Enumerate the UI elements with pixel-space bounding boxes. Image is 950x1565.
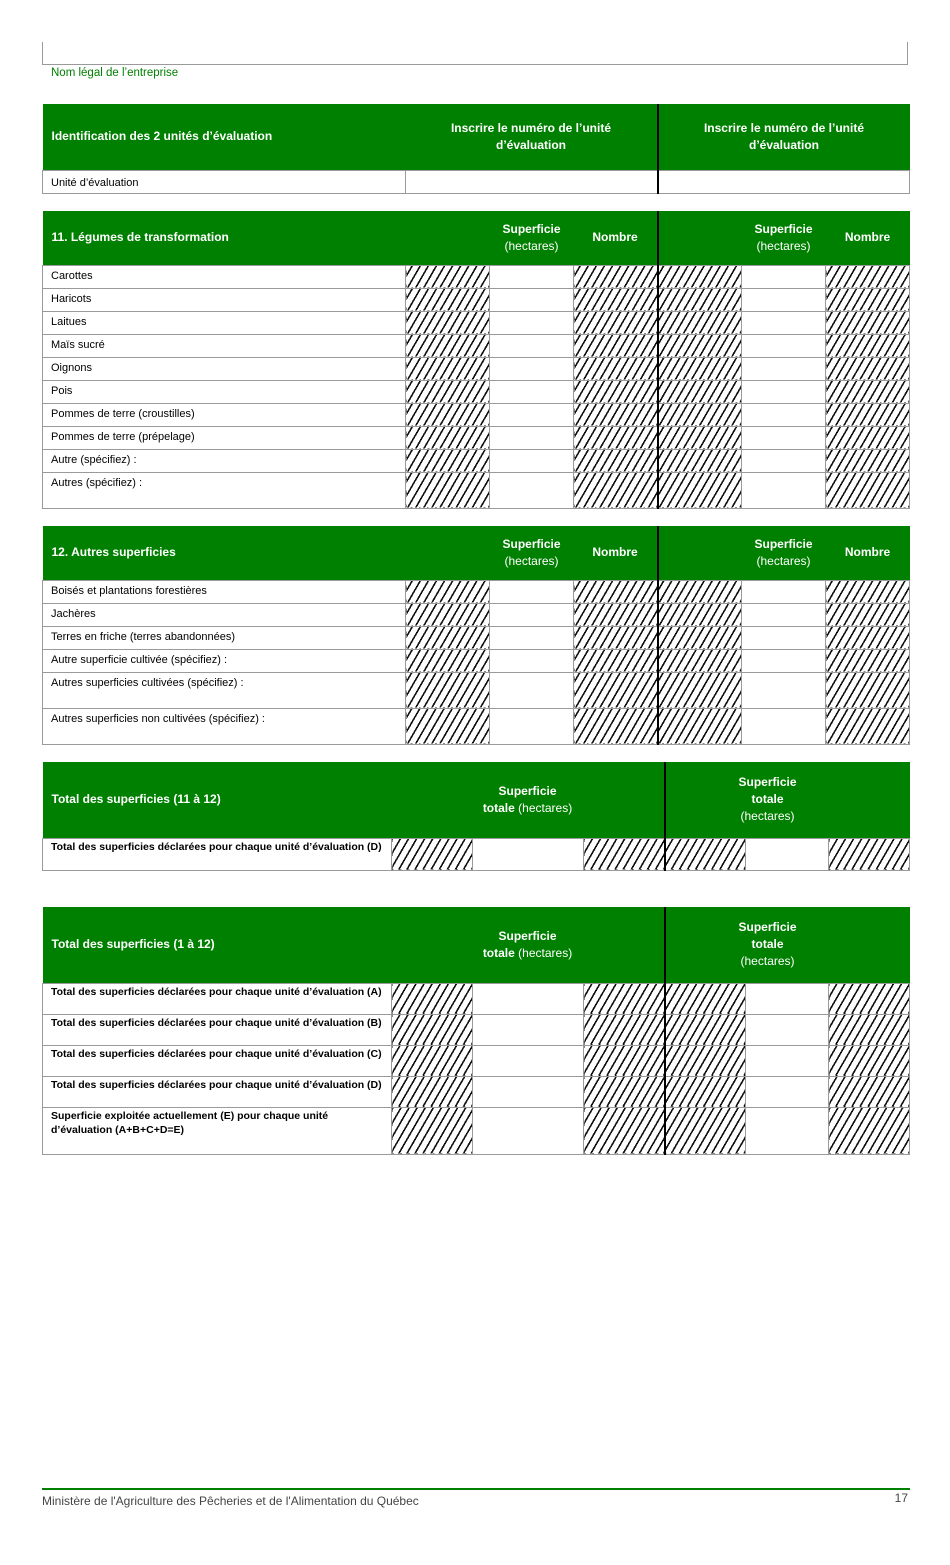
superficie-input[interactable] <box>490 288 574 311</box>
superficie-input[interactable] <box>473 1014 584 1045</box>
row-label: Autre (spécifiez) : <box>43 449 406 472</box>
superficie-input[interactable] <box>490 334 574 357</box>
row-label: Total des superficies déclarées pour chaque unité d’évaluation (A) <box>43 983 392 1014</box>
hatched-cell <box>658 580 742 603</box>
hatched-cell <box>584 1107 665 1154</box>
nombre-header: Nombre <box>574 211 658 265</box>
page-number: 17 <box>894 1491 908 1505</box>
unit-number-input-2[interactable] <box>658 170 910 193</box>
hatched-cell <box>406 403 490 426</box>
section-12-title: 12. Autres superficies <box>43 526 406 580</box>
hatched-cell <box>826 380 910 403</box>
row-label: Pommes de terre (croustilles) <box>43 403 406 426</box>
hatched-cell <box>826 403 910 426</box>
nombre-header: Nombre <box>826 211 910 265</box>
row-label: Autre superficie cultivée (spécifiez) : <box>43 649 406 672</box>
hatched-cell <box>574 672 658 708</box>
superficie-totale-header: Superficie totale (hectares) <box>392 762 665 838</box>
superficie-input[interactable] <box>742 603 826 626</box>
hatched-cell <box>574 449 658 472</box>
superficie-header: Superficie (hectares) <box>742 526 826 580</box>
nombre-header: Nombre <box>574 526 658 580</box>
superficie-input[interactable] <box>490 265 574 288</box>
hatched-cell <box>826 265 910 288</box>
superficie-input[interactable] <box>746 1076 829 1107</box>
hatched-cell <box>829 1107 910 1154</box>
row-label: Carottes <box>43 265 406 288</box>
hatched-cell <box>658 288 742 311</box>
superficie-header: Superficie (hectares) <box>742 211 826 265</box>
superficie-input[interactable] <box>490 672 574 708</box>
row-label: Total des superficies déclarées pour chaque unité d’évaluation (B) <box>43 1014 392 1045</box>
superficie-input[interactable] <box>742 708 826 744</box>
hatched-cell <box>406 426 490 449</box>
hatched-cell <box>406 334 490 357</box>
total-1-12-title: Total des superficies (1 à 12) <box>43 907 392 983</box>
hatched-cell <box>406 672 490 708</box>
row-label: Maïs sucré <box>43 334 406 357</box>
hatched-cell <box>658 311 742 334</box>
superficie-input[interactable] <box>742 449 826 472</box>
hatched-cell <box>826 649 910 672</box>
superficie-totale-header: Superficie totale (hectares) <box>392 907 665 983</box>
superficie-input[interactable] <box>490 603 574 626</box>
hatched-cell <box>665 983 746 1014</box>
total-11-12-title: Total des superficies (11 à 12) <box>43 762 392 838</box>
hatched-cell <box>658 426 742 449</box>
superficie-input[interactable] <box>746 983 829 1014</box>
superficie-input[interactable] <box>746 1045 829 1076</box>
footer-ministry: Ministère de l'Agriculture des Pêcheries et de l'Alimentation du Québec <box>42 1494 419 1508</box>
superficie-input[interactable] <box>742 357 826 380</box>
row-label: Boisés et plantations forestières <box>43 580 406 603</box>
hatched-cell <box>826 472 910 508</box>
hatched-cell <box>574 403 658 426</box>
hatched-cell <box>829 1045 910 1076</box>
hatched-cell <box>826 708 910 744</box>
hatched-cell <box>658 708 742 744</box>
superficie-totale-header: Superficie totale (hectares) <box>665 762 910 838</box>
superficie-input[interactable] <box>742 288 826 311</box>
total-11-12-table <box>42 762 910 871</box>
hatched-cell <box>826 357 910 380</box>
hatched-cell <box>406 380 490 403</box>
hatched-cell <box>392 1107 473 1154</box>
hatched-cell <box>406 265 490 288</box>
hatched-cell <box>574 334 658 357</box>
hatched-cell <box>574 311 658 334</box>
superficie-header: Superficie (hectares) <box>490 526 574 580</box>
company-name-field[interactable] <box>42 42 908 65</box>
superficie-input[interactable] <box>473 1045 584 1076</box>
hatched-cell <box>658 357 742 380</box>
hatched-cell <box>826 603 910 626</box>
row-label: Autres (spécifiez) : <box>43 472 406 508</box>
row-label: Total des superficies déclarées pour chaque unité d’évaluation (D) <box>43 1076 392 1107</box>
hatched-cell <box>658 626 742 649</box>
hatched-cell <box>658 334 742 357</box>
superficie-input[interactable] <box>490 380 574 403</box>
superficie-input[interactable] <box>742 472 826 508</box>
row-label: Pois <box>43 380 406 403</box>
company-name-label: Nom légal de l’entreprise <box>51 67 179 79</box>
hatched-cell <box>658 472 742 508</box>
hatched-cell <box>658 649 742 672</box>
superficie-input[interactable] <box>742 265 826 288</box>
hatched-cell <box>665 1076 746 1107</box>
unit-number-input-1[interactable] <box>406 170 658 193</box>
hatched-cell <box>574 380 658 403</box>
unit-row-label: Unité d’évaluation <box>43 170 406 193</box>
hatched-cell <box>665 1014 746 1045</box>
row-label: Haricots <box>43 288 406 311</box>
superficie-input[interactable] <box>490 449 574 472</box>
hatched-cell <box>665 1045 746 1076</box>
superficie-input[interactable] <box>742 380 826 403</box>
hatched-cell <box>658 603 742 626</box>
superficie-input[interactable] <box>490 426 574 449</box>
superficie-input[interactable] <box>490 403 574 426</box>
hatched-cell <box>826 334 910 357</box>
hatched-cell <box>406 288 490 311</box>
hatched-cell <box>665 1107 746 1154</box>
total-d-input-2[interactable] <box>746 838 829 870</box>
section-11-title: 11. Légumes de transformation <box>43 211 406 265</box>
row-label: Autres superficies cultivées (spécifiez) : <box>43 672 406 708</box>
unit-number-header-1: Inscrire le numéro de l’unité d’évaluation <box>406 104 658 170</box>
hatched-cell <box>829 1076 910 1107</box>
hatched-cell <box>584 983 665 1014</box>
section-11-table <box>42 211 910 509</box>
hatched-cell <box>392 1076 473 1107</box>
superficie-input[interactable] <box>742 334 826 357</box>
hatched-cell <box>574 626 658 649</box>
superficie-input[interactable] <box>742 426 826 449</box>
hatched-cell <box>665 838 746 870</box>
superficie-header: Superficie (hectares) <box>490 211 574 265</box>
hatched-cell <box>406 580 490 603</box>
hatched-cell <box>574 265 658 288</box>
superficie-input[interactable] <box>742 403 826 426</box>
superficie-input[interactable] <box>490 626 574 649</box>
superficie-totale-header: Superficie totale (hectares) <box>665 907 910 983</box>
hatched-cell <box>826 426 910 449</box>
superficie-input[interactable] <box>490 357 574 380</box>
superficie-input[interactable] <box>742 311 826 334</box>
unit-number-header-2: Inscrire le numéro de l’unité d’évaluation <box>658 104 910 170</box>
superficie-input[interactable] <box>490 472 574 508</box>
superficie-input[interactable] <box>742 626 826 649</box>
hatched-cell <box>826 311 910 334</box>
hatched-cell <box>574 603 658 626</box>
total-d-input-1[interactable] <box>473 838 584 870</box>
superficie-input[interactable] <box>742 672 826 708</box>
hatched-cell <box>406 603 490 626</box>
identification-table <box>42 104 910 194</box>
row-label: Laitues <box>43 311 406 334</box>
row-label: Pommes de terre (prépelage) <box>43 426 406 449</box>
superficie-input[interactable] <box>746 1107 829 1154</box>
total-d-label: Total des superficies déclarées pour chaque unité d’évaluation (D) <box>43 838 392 870</box>
hatched-cell <box>826 288 910 311</box>
hatched-cell <box>574 288 658 311</box>
row-label: Total des superficies déclarées pour chaque unité d’évaluation (C) <box>43 1045 392 1076</box>
hatched-cell <box>584 838 665 870</box>
hatched-cell <box>574 580 658 603</box>
hatched-cell <box>826 580 910 603</box>
hatched-cell <box>406 649 490 672</box>
total-1-12-table <box>42 907 910 1155</box>
row-label: Autres superficies non cultivées (spécifiez) : <box>43 708 406 744</box>
hatched-cell <box>826 626 910 649</box>
hatched-cell <box>574 357 658 380</box>
hatched-cell <box>658 672 742 708</box>
hatched-cell <box>392 838 473 870</box>
hatched-cell <box>658 380 742 403</box>
hatched-cell <box>829 838 910 870</box>
superficie-input[interactable] <box>490 708 574 744</box>
hatched-cell <box>406 449 490 472</box>
superficie-input[interactable] <box>473 983 584 1014</box>
row-label: Jachères <box>43 603 406 626</box>
hatched-cell <box>584 1045 665 1076</box>
hatched-cell <box>584 1076 665 1107</box>
hatched-cell <box>392 983 473 1014</box>
hatched-cell <box>406 472 490 508</box>
hatched-cell <box>826 672 910 708</box>
hatched-cell <box>574 472 658 508</box>
row-label: Oignons <box>43 357 406 380</box>
superficie-input[interactable] <box>473 1107 584 1154</box>
superficie-input[interactable] <box>742 649 826 672</box>
section-12-table <box>42 526 910 745</box>
hatched-cell <box>829 983 910 1014</box>
hatched-cell <box>392 1014 473 1045</box>
hatched-cell <box>574 708 658 744</box>
hatched-cell <box>574 426 658 449</box>
hatched-cell <box>574 649 658 672</box>
superficie-input[interactable] <box>742 580 826 603</box>
footer-rule <box>42 1488 910 1490</box>
hatched-cell <box>829 1014 910 1045</box>
superficie-input[interactable] <box>490 649 574 672</box>
hatched-cell <box>406 626 490 649</box>
superficie-input[interactable] <box>746 1014 829 1045</box>
hatched-cell <box>826 449 910 472</box>
hatched-cell <box>406 357 490 380</box>
hatched-cell <box>406 311 490 334</box>
hatched-cell <box>584 1014 665 1045</box>
superficie-input[interactable] <box>490 311 574 334</box>
hatched-cell <box>658 449 742 472</box>
superficie-input[interactable] <box>473 1076 584 1107</box>
hatched-cell <box>658 265 742 288</box>
row-label: Superficie exploitée actuellement (E) pour chaque unité d’évaluation (A+B+C+D=E) <box>43 1107 392 1154</box>
superficie-input[interactable] <box>490 580 574 603</box>
nombre-header: Nombre <box>826 526 910 580</box>
row-label: Terres en friche (terres abandonnées) <box>43 626 406 649</box>
hatched-cell <box>658 403 742 426</box>
hatched-cell <box>392 1045 473 1076</box>
hatched-cell <box>406 708 490 744</box>
identification-title: Identification des 2 unités d’évaluation <box>43 104 406 170</box>
